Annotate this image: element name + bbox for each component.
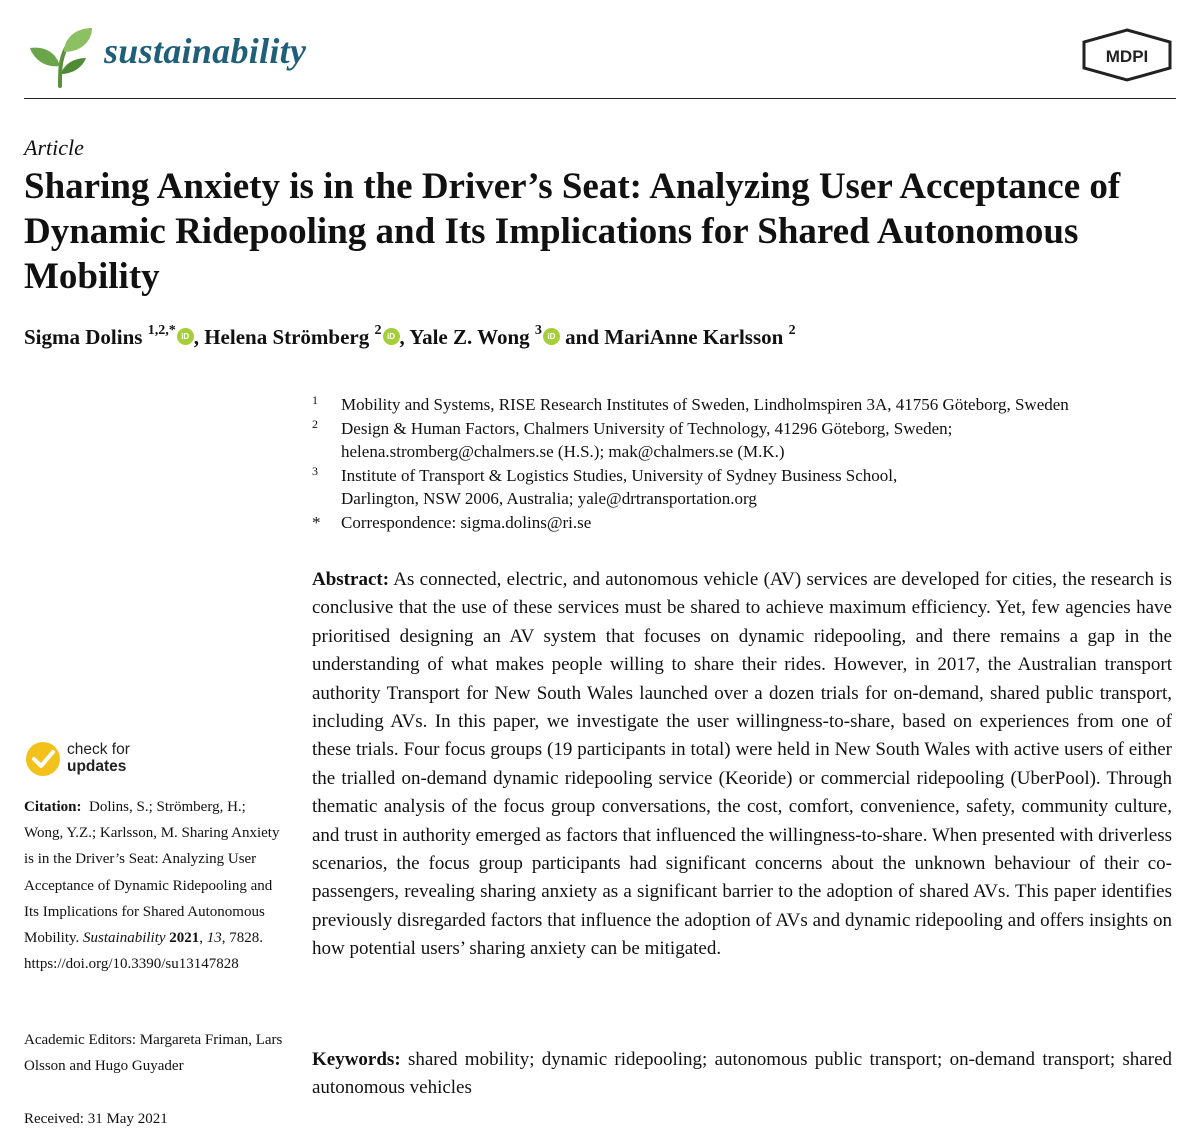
author-affil-mark: 3 xyxy=(534,323,542,338)
author-affil-mark: 2 xyxy=(788,323,796,338)
author-affil-mark: 1,2,* xyxy=(147,323,176,338)
leaf-logo-icon xyxy=(26,22,96,92)
citation-volume: 13 xyxy=(206,930,222,947)
author-affil-mark: 2 xyxy=(374,323,382,338)
author-separator: , xyxy=(193,325,205,349)
author-name[interactable]: MariAnne Karlsson xyxy=(604,325,784,349)
citation: Citation: Dolins, S.; Strömberg, H.; Wong, Y.Z.; Karlsson, M. Sharing Anxiety is in the Driver’s Seat: Analyzing User Acceptance of Dynamic Ridepooling and Its Implications for Shared Autonomous Mobility. Sustainability 2021, 13, 7828. https://doi.org/10.3390/su13147828 xyxy=(24,799,280,973)
affiliation-text: Design & Human Factors, Chalmers University of Technology, 41296 Göteborg, Sweden; helena.stromberg@chalmers.se (H.S.); mak@chalmers.se (M.K.) xyxy=(341,418,953,461)
keywords-text: shared mobility; dynamic ridepooling; autonomous public transport; on-demand transport; shared autonomous vehicles xyxy=(312,1049,1173,1099)
check-for-updates-icon[interactable] xyxy=(24,740,62,778)
affiliation-mark: * xyxy=(312,512,321,532)
updates-text: updates xyxy=(67,758,127,775)
affiliation-item xyxy=(312,464,1172,511)
affiliation-item xyxy=(312,417,1172,464)
abstract-text: As connected, electric, and autonomous vehicle (AV) services are developed for cities, the research is conclusive that the use of these services must be shared to achieve maximum efficiency. Yet, few agencies have prioritised designing an AV system that focuses on dynamic ridepooling, and there remains a gap in the understanding of what makes people willing to share their rides. However, in 2017, the Australian transport authority Transport for New South Wales launched over a dozen trials for on-demand, shared public transport, including AVs. In this paper, we investigate the user willingness-to-share, based on experiences from one of these trials. Four focus groups (19 participants in total) were held in New South Wales with active users of either the trialled on-demand dynamic ridepooling service (Keoride) or commercial ridepooling (UberPool). Through thematic analysis of the focus group conversations, the cost, comfort, convenience, safety, community culture, and trust in authority emerged as factors that influenced the willingness-to-share. When presented with driverless scenarios, the focus group participants had significant concerns about the unknown behaviour of their co-passengers, revealing sharing anxiety as a significant barrier to the adoption of shared AVs. This paper identifies previously disregarded factors that influence the adoption of AVs and dynamic ridepooling and offers insights on how potential users’ sharing anxiety can be mitigated. xyxy=(312,569,1173,960)
author-name[interactable]: Helena Strömberg xyxy=(204,325,370,349)
affiliation-text: Mobility and Systems, RISE Research Institutes of Sweden, Lindholmspiren 3A, 41756 Göteborg, Sweden xyxy=(341,395,1069,414)
orcid-icon[interactable]: iD xyxy=(177,328,194,345)
abstract xyxy=(312,566,1172,964)
orcid-icon[interactable]: iD xyxy=(543,328,560,345)
header-rule xyxy=(24,98,1176,99)
citation-label: Citation: xyxy=(24,799,82,815)
affiliation-item xyxy=(312,511,1172,535)
citation-year: 2021 xyxy=(169,930,200,947)
affiliation-mark: 3 xyxy=(312,463,318,478)
citation-pages: , 7828. xyxy=(221,930,264,947)
received-date: Received: 31 May 2021 xyxy=(24,1111,168,1127)
abstract-label: Abstract: xyxy=(312,569,390,590)
mdpi-logo-icon xyxy=(1080,28,1174,82)
author-separator: and xyxy=(559,325,605,349)
check-for-updates-label[interactable] xyxy=(67,741,130,775)
publisher-name: MDPI xyxy=(1105,47,1149,66)
affiliation-text: Institute of Transport & Logistics Studies, University of Sydney Business School, Darlington, NSW 2006, Australia; yale@drtransportation.org xyxy=(341,465,898,508)
citation-text: Dolins, S.; Strömberg, H.; Wong, Y.Z.; Karlsson, M. Sharing Anxiety is in the Driver’s Seat: Analyzing User Acceptance of Dynamic Ridepooling and Its Implications for Shared Autonomous Mobility. xyxy=(24,799,280,947)
author-name[interactable]: Yale Z. Wong xyxy=(409,325,530,349)
check-for-text: check for xyxy=(67,741,130,758)
author-name[interactable]: Sigma Dolins xyxy=(24,325,143,349)
orcid-icon[interactable]: iD xyxy=(383,328,400,345)
affiliation-item xyxy=(312,393,1172,417)
academic-editors: Academic Editors: Margareta Friman, Lars Olsson and Hugo Guyader xyxy=(24,1032,283,1075)
article-type: Article xyxy=(24,135,84,160)
affiliations xyxy=(312,393,1172,534)
citation-journal: Sustainability xyxy=(83,930,166,947)
journal-name: sustainability xyxy=(104,31,307,71)
keywords-label: Keywords: xyxy=(312,1049,401,1070)
author-separator: , xyxy=(399,325,410,349)
affiliation-text: Correspondence: sigma.dolins@ri.se xyxy=(341,512,592,532)
affiliation-mark: 1 xyxy=(312,393,318,407)
paper-title: Sharing Anxiety is in the Driver’s Seat: Analyzing User Acceptance of Dynamic Ridepooling and Its Implications for Shared Autonomous Mobility xyxy=(24,166,1121,297)
citation-doi-link[interactable]: https://doi.org/10.3390/su13147828 xyxy=(24,956,239,973)
author-list xyxy=(24,325,796,350)
keywords xyxy=(312,1046,1172,1103)
affiliation-mark: 2 xyxy=(312,416,318,431)
